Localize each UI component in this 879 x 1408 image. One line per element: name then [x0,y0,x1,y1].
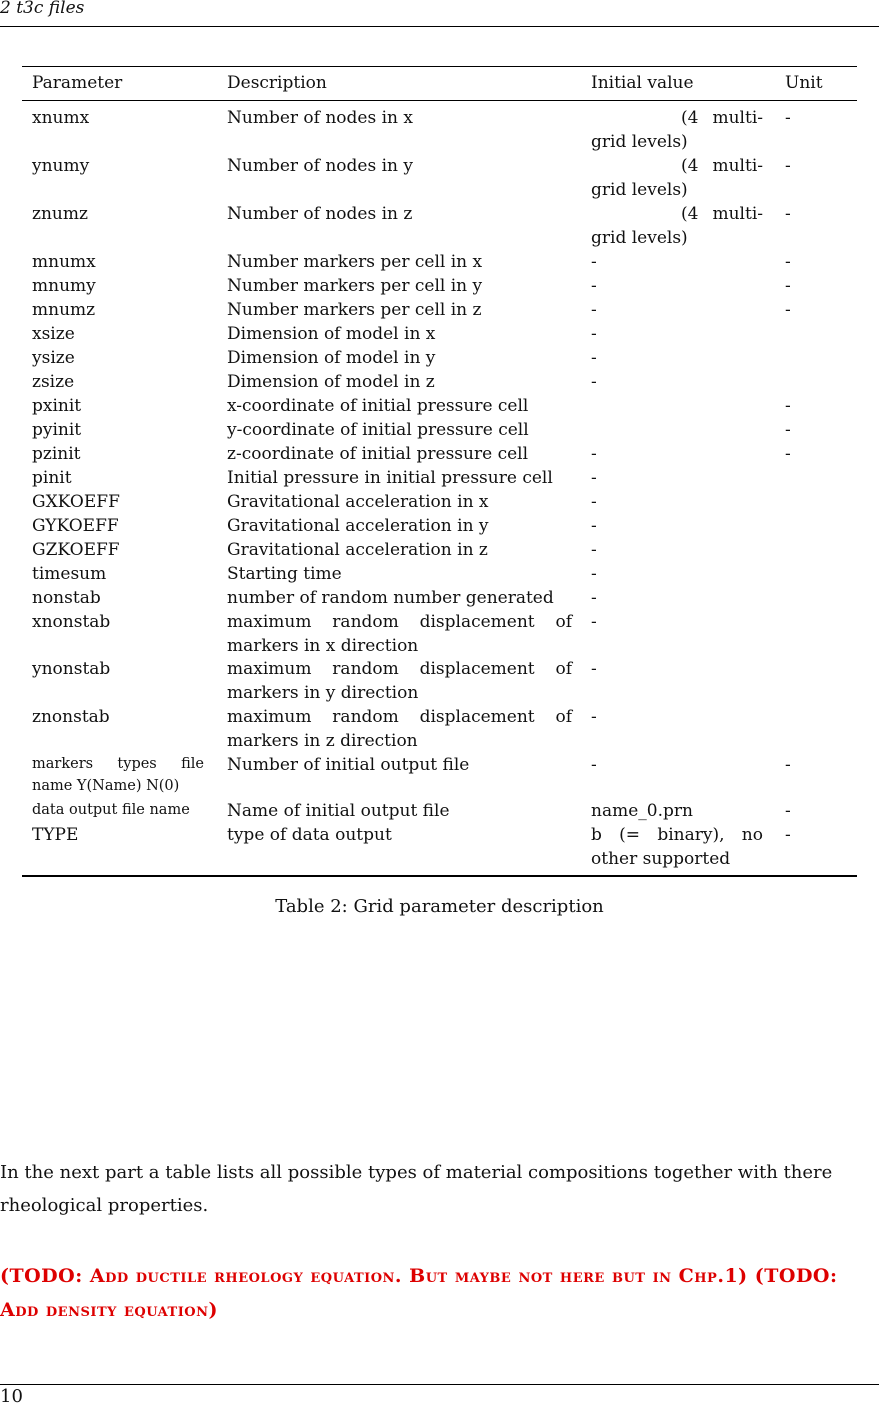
cell-parameter: ynonstab [32,659,111,679]
cell-initial-value: - [591,564,597,584]
cell-initial-value: - [591,468,597,488]
cell-initial-value: - [591,707,597,727]
cell-parameter: mnumy [32,276,96,296]
cell-parameter: pzinit [32,444,81,464]
cell-parameter: pyinit [32,420,82,440]
cell-description: Gravitational acceleration in x [227,492,489,512]
cell-parameter: mnumz [32,300,96,320]
cell-parameter: znumz [32,204,88,224]
cell-parameter: xsize [32,324,75,344]
cell-description: Number of nodes in z [227,204,413,224]
cell-unit: - [785,204,791,224]
cell-description: z-coordinate of initial pressure cell [227,444,529,464]
cell-parameter: GZKOEFF [32,540,120,560]
cell-description: Number markers per cell in z [227,300,482,320]
cell-initial-value: (4 multi-grid levels) [591,204,763,248]
cell-description: Number of nodes in x [227,108,413,128]
running-header [0,0,879,27]
cell-initial-value: - [591,516,597,536]
page-number: 10 [0,1386,23,1407]
cell-unit: - [785,276,791,296]
table-top-rule [22,66,857,67]
cell-initial-value: - [591,659,597,679]
cell-initial-value: - [591,492,597,512]
footer-rule [0,1384,879,1385]
cell-unit: - [785,825,791,845]
cell-unit: - [785,108,791,128]
cell-initial-value: - [591,348,597,368]
cell-description: x-coordinate of initial pressure cell [227,396,529,416]
column-header-description: Description [227,73,327,93]
cell-unit: - [785,300,791,320]
cell-parameter: GXKOEFF [32,492,120,512]
cell-description: Number markers per cell in y [227,276,483,296]
cell-parameter: xnonstab [32,612,111,632]
cell-initial-value: - [591,276,597,296]
cell-description: y-coordinate of initial pressure cell [227,420,529,440]
cell-parameter: znonstab [32,707,110,727]
cell-parameter: data output file name [32,802,190,818]
cell-unit: - [785,801,791,821]
cell-description: Gravitational acceleration in y [227,516,489,536]
table-caption: Table 2: Grid parameter description [275,896,604,917]
cell-description: maximum random displacement of markers in y direction [227,659,572,703]
cell-parameter: pxinit [32,396,82,416]
cell-unit: - [785,252,791,272]
cell-unit: - [785,156,791,176]
cell-parameter: xnumx [32,108,90,128]
table-header-rule [22,100,857,101]
cell-parameter: zsize [32,372,75,392]
cell-parameter: mnumx [32,252,96,272]
cell-initial-value: - [591,540,597,560]
cell-initial-value: - [591,300,597,320]
todo-note: (TODO: Add ductile rheology equation. But maybe not here but in Chp.1) (TODO: Add density equation) [0,1265,838,1321]
cell-description: Dimension of model in x [227,324,436,344]
column-header-initial-value: Initial value [591,73,694,93]
cell-unit: - [785,420,791,440]
cell-parameter: pinit [32,468,72,488]
cell-parameter: ysize [32,348,75,368]
cell-parameter: nonstab [32,588,101,608]
cell-initial-value: - [591,444,597,464]
cell-description: number of random number generated [227,588,554,608]
cell-description: maximum random displacement of markers in z direction [227,707,572,751]
header-title: 2 t3c files [0,0,85,18]
cell-initial-value: - [591,612,597,632]
cell-parameter: GYKOEFF [32,516,119,536]
cell-initial-value: b (= binary), no other supported [591,825,763,869]
cell-description: Dimension of model in z [227,372,435,392]
cell-description: Number of initial output file [227,755,470,775]
cell-initial-value: - [591,372,597,392]
cell-initial-value: - [591,252,597,272]
cell-parameter: ynumy [32,156,90,176]
cell-initial-value: - [591,324,597,344]
cell-parameter: TYPE [32,825,79,845]
column-header-unit: Unit [785,73,823,93]
cell-description: Starting time [227,564,342,584]
cell-initial-value: name_0.prn [591,801,693,821]
column-header-parameter: Parameter [32,73,123,93]
cell-description: Dimension of model in y [227,348,436,368]
cell-description: Gravitational acceleration in z [227,540,488,560]
cell-description: Number markers per cell in x [227,252,483,272]
table-bottom-rule [22,875,857,877]
cell-unit: - [785,755,791,775]
cell-initial-value: - [591,588,597,608]
cell-description: Name of initial output file [227,801,450,821]
cell-initial-value: - [591,755,597,775]
cell-initial-value: (4 multi-grid levels) [591,156,763,200]
cell-unit: - [785,444,791,464]
cell-description: Initial pressure in initial pressure cell [227,468,553,488]
cell-parameter: timesum [32,564,107,584]
cell-parameter: markers types file name Y(Name) N(0) [32,756,204,794]
cell-unit: - [785,396,791,416]
cell-description: type of data output [227,825,392,845]
cell-description: Number of nodes in y [227,156,413,176]
body-paragraph: In the next part a table lists all possible types of material compositions together with there rheological properties. [0,1162,833,1216]
cell-initial-value: (4 multi-grid levels) [591,108,763,152]
cell-description: maximum random displacement of markers in x direction [227,612,572,656]
